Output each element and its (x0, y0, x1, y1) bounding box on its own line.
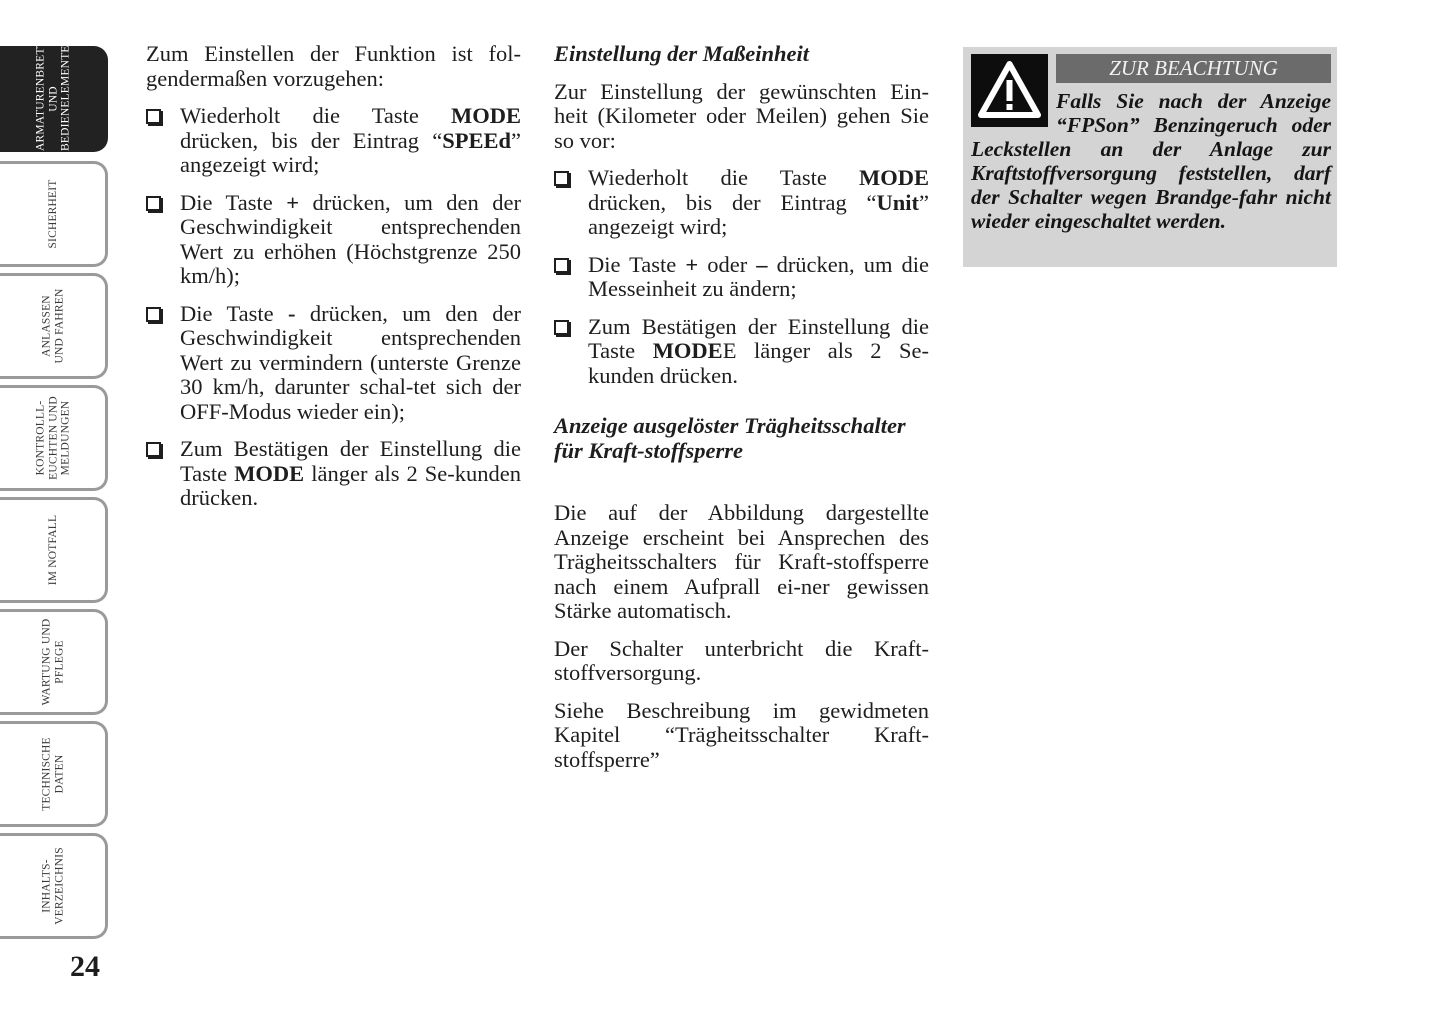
text: E länger als 2 Se-kunden drücken. (588, 338, 929, 388)
key-name: - (287, 300, 296, 326)
tab-technische-daten[interactable] (0, 721, 108, 827)
list-item (554, 166, 929, 240)
key-name: – (756, 251, 768, 277)
tab-anlassen[interactable] (0, 273, 108, 379)
tab-wartung[interactable] (0, 609, 108, 715)
key-name: + (685, 251, 699, 277)
key-name: + (286, 189, 300, 215)
key-name: MODE (451, 103, 521, 128)
tab-label: SICHERHEIT (46, 179, 59, 249)
text: drücken, um die Messeinheit zu ändern; (588, 251, 929, 301)
tab-label: IM NOTFALL (46, 514, 59, 586)
tab-sicherheit[interactable] (0, 161, 108, 267)
column-middle (554, 42, 929, 785)
page-number: 24 (70, 950, 100, 983)
body-paragraph: Siehe Beschreibung im gewidmeten Kapitel “Trägheitsschalter Kraft-stoffsperre” (554, 697, 929, 772)
tab-label: TECHNISCHE DATEN (40, 737, 65, 811)
text: länger als 2 Se-kunden drücken. (180, 460, 521, 510)
list-item (554, 253, 929, 302)
text: drücken, bis der Eintrag “ (588, 189, 877, 215)
warning-text: Falls Sie nach der Anzeige “FPSon” Benzingeruch oder Leckstellen an der Anlage zur Kraftstoffversorgung feststellen, darf der Schalter wegen Brandge-fahr nicht wieder eingeschaltet werden. (971, 89, 1331, 233)
warning-title: ZUR BEACHTUNG (1056, 54, 1331, 83)
tab-label: INHALTS- VERZEICHNIS (40, 847, 65, 925)
tab-label: WARTUNG UND PFLEGE (40, 618, 65, 706)
text: Zum Bestätigen der Einstellung die Taste (180, 436, 521, 486)
tab-im-notfall[interactable] (0, 497, 108, 603)
text: Wiederholt die Taste (180, 103, 451, 128)
checkbox-bullet-icon (554, 171, 569, 186)
list-item (146, 437, 521, 511)
text: oder (698, 251, 757, 277)
text: Zum Bestätigen der Einstellung die Taste (588, 313, 929, 363)
section-heading: Anzeige ausgelöster Trägheitsschalter für Kraft-stoffsperre (554, 413, 906, 463)
text: Die Taste (180, 189, 287, 215)
text: Die Taste (588, 251, 686, 277)
text: Die Taste (180, 300, 288, 326)
checkbox-bullet-icon (146, 307, 161, 322)
tab-kontrollleuchten[interactable] (0, 385, 108, 491)
tab-label: KONTROLLL- EUCHTEN UND MELDUNGEN (33, 396, 71, 480)
text: drücken, um den der Geschwindigkeit entsprechenden Wert zu vermindern (unterste Grenze 30 km/h, darunter schal-tet sich der OFF-Modus wieder ein); (180, 300, 521, 424)
intro-paragraph: Zum Einstellen der Funktion ist fol-gendermaßen vorzugehen: (146, 41, 521, 91)
tab-label: ANLASSEN UND FAHREN (40, 288, 65, 364)
text: drücken, um den der Geschwindigkeit entsprechenden Wert zu erhöhen (Höchstgrenze 250 km/h); (180, 189, 522, 288)
list-item (146, 191, 521, 289)
list-item (554, 315, 929, 389)
key-name: MODE (859, 165, 929, 190)
intro-paragraph: Zur Einstellung der gewünschten Ein-heit (Kilometer oder Meilen) gehen Sie so vor: (554, 78, 929, 153)
warning-box (963, 47, 1337, 267)
key-name: MODE (234, 460, 305, 486)
text: ” angezeigt wird; (180, 127, 521, 177)
display-entry: SPEEd (442, 127, 511, 153)
text: Wiederholt die Taste (588, 165, 859, 190)
display-entry: Unit (876, 189, 919, 215)
list-item (146, 302, 521, 425)
list-item (146, 104, 521, 178)
checkbox-bullet-icon (554, 258, 569, 273)
column-left (146, 42, 521, 524)
key-name: MODE (652, 338, 723, 363)
tab-armaturenbrett[interactable] (0, 40, 108, 152)
tab-inhaltsverzeichnis[interactable] (0, 833, 108, 939)
checkbox-bullet-icon (554, 320, 569, 335)
text: ” angezeigt wird; (588, 189, 929, 239)
checkbox-bullet-icon (146, 442, 161, 457)
body-paragraph: Die auf der Abbildung dargestellte Anzeige erscheint bei Ansprechen des Trägheitsschalters für Kraft-stoffsperre nach einem Aufprall ei-ner gewissen Stärke automatisch. (554, 500, 929, 623)
section-heading: Einstellung der Maßeinheit (554, 41, 810, 66)
tab-label: ARMATURENBRETT UND BEDIENELEMENTE (33, 40, 71, 151)
checkbox-bullet-icon (146, 196, 161, 211)
body-paragraph: Der Schalter unterbricht die Kraft-stoffversorgung. (554, 635, 929, 685)
checkbox-bullet-icon (146, 109, 161, 124)
text: drücken, bis der Eintrag “ (180, 127, 443, 153)
